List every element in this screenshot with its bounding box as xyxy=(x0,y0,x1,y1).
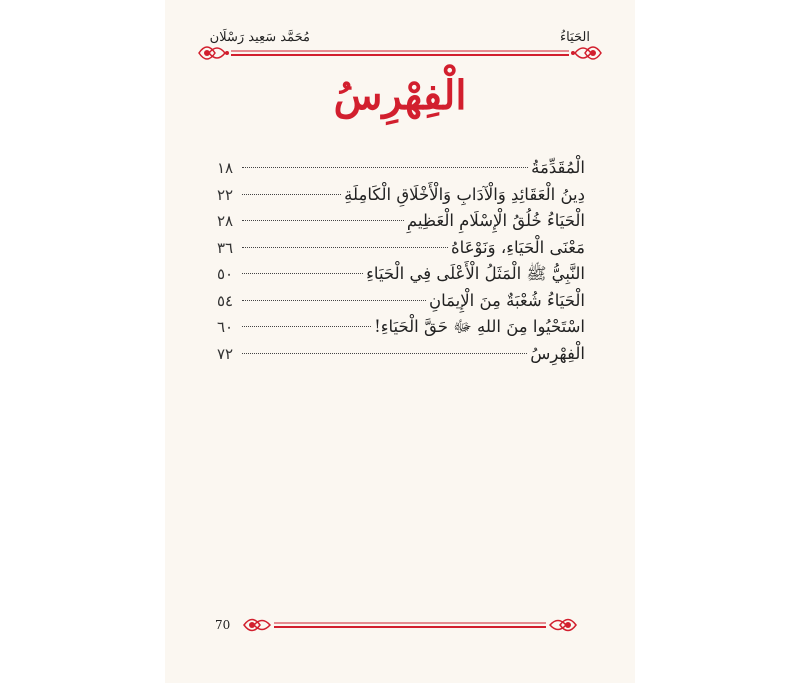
left-ornament-icon xyxy=(199,47,229,59)
toc-entry-title: اسْتَحْيُوا مِنَ اللهِ ﷻ حَقَّ الْحَيَاءِ! xyxy=(374,317,585,336)
leader-dots xyxy=(242,300,426,301)
toc-entry xyxy=(217,185,585,212)
bottom-ornamental-rule xyxy=(240,612,580,638)
toc-entry-page: ٧٢ xyxy=(217,344,234,363)
toc-entry xyxy=(217,238,585,265)
toc-entry xyxy=(217,291,585,318)
header-author-name: مُحَمَّد سَعِيد رَسْلَان xyxy=(209,30,310,45)
toc-entry-title: النَّبِيُّ ﷺ الْمَثَلُ الْأَعْلَى فِي الْحَيَاءِ xyxy=(366,264,585,283)
leader-dots xyxy=(242,353,527,354)
book-page xyxy=(165,0,635,683)
toc-entry-title: مَعْنَى الْحَيَاءِ، وَنَوْعَاهُ xyxy=(451,237,585,257)
toc-entry-page: ١٨ xyxy=(217,159,234,177)
toc-entry-page: ٥٤ xyxy=(217,291,234,310)
top-ornamental-rule xyxy=(195,38,605,68)
page-number: 70 xyxy=(215,618,231,632)
toc-entry-title: دِينُ الْعَقَائِدِ وَالْآدَابِ وَالْأَخْلَاقِ الْكَامِلَةِ xyxy=(344,184,585,204)
toc-entry xyxy=(217,264,585,291)
toc-entry xyxy=(217,344,585,371)
leader-dots xyxy=(242,273,363,274)
right-ornament-icon xyxy=(571,47,601,59)
right-ornament-icon xyxy=(550,620,576,631)
leader-dots xyxy=(242,220,404,221)
toc-entry-page: ٥٠ xyxy=(217,265,234,283)
page-title: الْفِهْرِسُ xyxy=(333,72,467,119)
toc-entry xyxy=(217,158,585,185)
toc-entry xyxy=(217,317,585,344)
toc-entry-page: ٦٠ xyxy=(217,318,234,336)
header-chapter-title: الحَيَاءُ xyxy=(560,30,590,45)
table-of-contents xyxy=(217,158,585,370)
leader-dots xyxy=(242,326,371,327)
toc-entry-title: الْمُقَدِّمَةُ xyxy=(531,158,585,177)
toc-entry-title: الْحَيَاءُ خُلُقُ الْإِسْلَامِ الْعَظِيمِ xyxy=(406,211,585,230)
toc-entry-page: ٢٢ xyxy=(217,185,234,204)
leader-dots xyxy=(242,194,341,195)
toc-entry-page: ٣٦ xyxy=(217,238,234,257)
leader-dots xyxy=(242,247,448,248)
toc-entry-title: الْحَيَاءُ شُعْبَةٌ مِنَ الْإِيمَانِ xyxy=(428,290,585,310)
toc-entry xyxy=(217,211,585,238)
toc-entry-page: ٢٨ xyxy=(217,212,234,230)
toc-entry-title: الْفِهْرِسُ xyxy=(530,343,585,363)
leader-dots xyxy=(242,167,528,168)
left-ornament-icon xyxy=(244,620,270,631)
